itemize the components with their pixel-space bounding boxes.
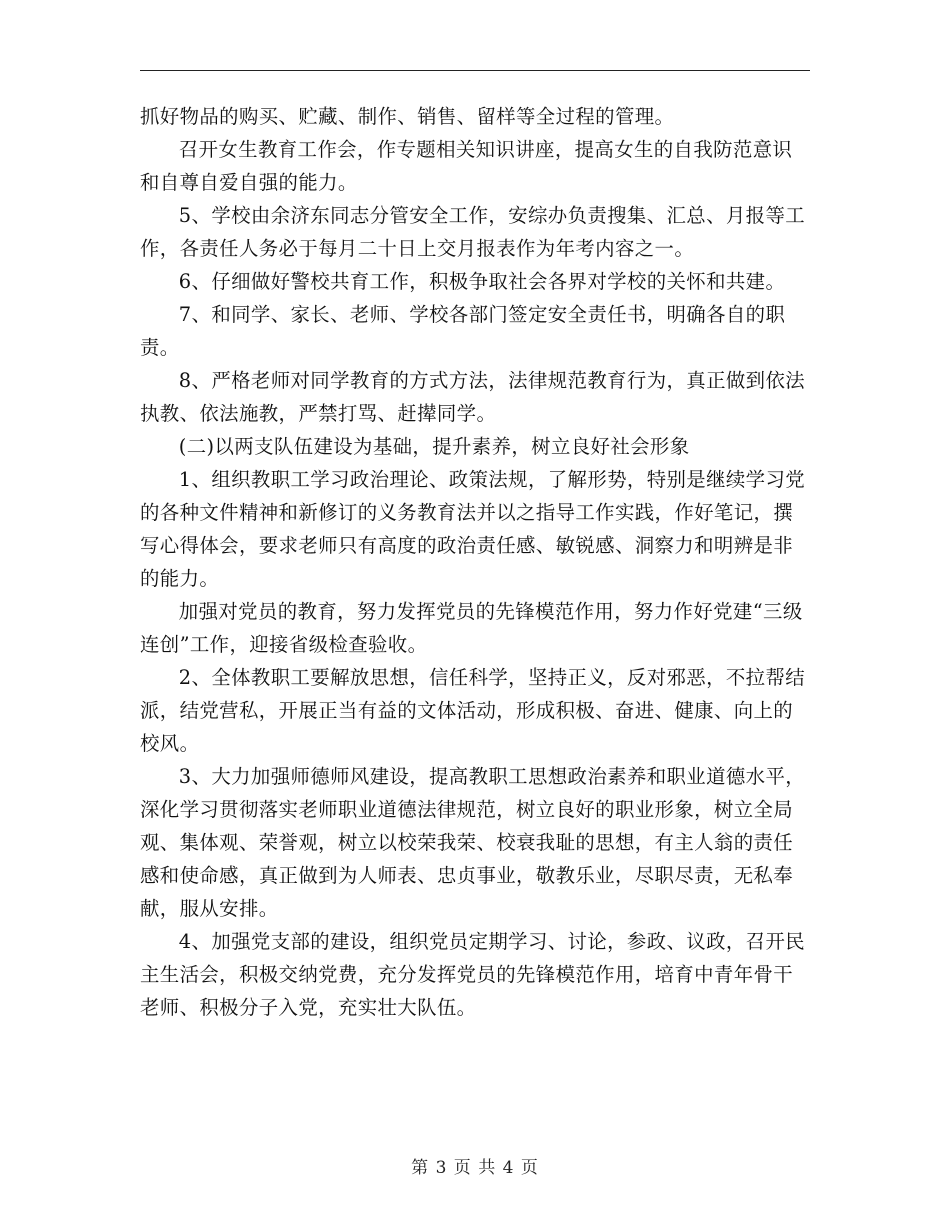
paragraph-3: 5、学校由余济东同志分管安全工作，安综办负责搜集、汇总、月报等工作，各责任人务必于每月二十日上交月报表作为年考内容之一。 bbox=[140, 204, 806, 260]
paragraph-1: 抓好物品的购买、贮藏、制作、销售、留样等全过程的管理。 bbox=[140, 105, 675, 128]
paragraph-9: 加强对党员的教育，努力发挥党员的先锋模范作用，努力作好党建“三级连创”工作，迎接省级检查验收。 bbox=[140, 600, 803, 656]
header-rule bbox=[140, 70, 810, 71]
paragraph-2: 召开女生教育工作会，作专题相关知识讲座，提高女生的自我防范意识和自尊自爱自强的能力。 bbox=[140, 138, 793, 194]
paragraph-8: 1、组织教职工学习政治理论、政策法规，了解形势，特别是继续学习党的各种文件精神和新修订的义务教育法并以之指导工作实践，作好笔记，撰写心得体会，要求老师只有高度的政治责任感、敏锐感、洞察力和明辨是非的能力。 bbox=[140, 468, 806, 590]
paragraph-10: 2、全体教职工要解放思想，信任科学，坚持正义，反对邪恶，不拉帮结派，结党营私，开展正当有益的文体活动，形成积极、奋进、健康、向上的校风。 bbox=[140, 666, 806, 755]
document-body bbox=[140, 100, 810, 1024]
paragraph-6: 8、严格老师对同学教育的方式方法，法律规范教育行为，真正做到依法执教、依法施教，严禁打骂、赶撵同学。 bbox=[140, 369, 806, 425]
paragraph-5: 7、和同学、家长、老师、学校各部门签定安全责任书，明确各自的职责。 bbox=[140, 303, 786, 359]
paragraph-11: 3、大力加强师德师风建设，提高教职工思想政治素养和职业道德水平，深化学习贯彻落实老师职业道德法律规范，树立良好的职业形象，树立全局观、集体观、荣誉观，树立以校荣我荣、校衰我耻的思想，有主人翁的责任感和使命感，真正做到为人师表、忠贞事业，敬教乐业，尽职尽责，无私奉献，服从安排。 bbox=[140, 765, 806, 920]
paragraph-12: 4、加强党支部的建设，组织党员定期学习、讨论，参政、议政，召开民主生活会，积极交纳党费，充分发挥党员的先锋模范作用，培育中青年骨干老师、积极分子入党，充实壮大队伍。 bbox=[140, 930, 806, 1019]
section-heading: (二)以两支队伍建设为基础，提升素养，树立良好社会形象 bbox=[178, 435, 690, 458]
paragraph-4: 6、仔细做好警校共育工作，积极争取社会各界对学校的关怀和共建。 bbox=[178, 270, 786, 293]
page-number: 第 3 页 共 4 页 bbox=[411, 1158, 539, 1178]
